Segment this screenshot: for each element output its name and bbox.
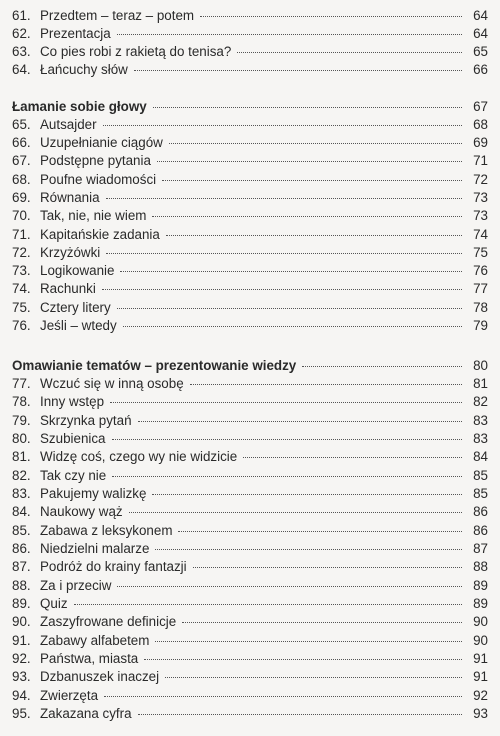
toc-entry [12,484,488,504]
dot-leader [129,512,462,513]
dot-leader [106,253,462,254]
entry-title: Wczuć się w inną osobę [40,376,184,391]
entry-number: 71. [12,227,31,242]
entry-page: 64 [473,26,488,41]
dot-leader [102,289,462,290]
toc-entry [12,261,488,281]
entry-page: 77 [473,281,488,296]
entry-number: 75. [12,300,31,315]
entry-page: 86 [473,523,488,538]
dot-leader [112,476,462,477]
entry-page: 73 [473,190,488,205]
entry-number: 92. [12,651,31,666]
dot-leader [190,384,462,385]
entry-number: 61. [12,8,31,23]
dot-leader [169,143,462,144]
toc-entry [12,316,488,336]
toc-entry [12,151,488,171]
entry-title: Jeśli – wtedy [40,318,117,333]
entry-page: 69 [473,135,488,150]
entry-title: Pakujemy walizkę [40,486,147,501]
dot-leader [155,549,462,550]
toc-entry [12,6,488,26]
entry-page: 68 [473,117,488,132]
entry-number: 78. [12,394,31,409]
entry-page: 76 [473,263,488,278]
toc-entry [12,411,488,431]
entry-title: Podstępne pytania [40,153,151,168]
toc-entry [12,576,488,596]
entry-title: Prezentacja [40,26,111,41]
toc-entry [12,631,488,651]
entry-number: 72. [12,245,31,260]
dot-leader [182,622,462,623]
entry-title: Za i przeciw [40,578,112,593]
dot-leader [155,641,462,642]
entry-number: 67. [12,153,31,168]
entry-number: 85. [12,523,31,538]
dot-leader [166,235,462,236]
section-title: Łamanie sobie głowy [12,99,147,114]
entry-page: 91 [473,669,488,684]
entry-title: Logikowanie [40,263,115,278]
toc-entry [12,170,488,190]
entry-title: Przedtem – teraz – potem [40,8,195,23]
toc-entry [12,243,488,263]
entry-number: 89. [12,596,31,611]
toc-entry [12,133,488,153]
toc-entry [12,225,488,245]
entry-title: Państwa, miasta [40,651,139,666]
entry-title: Podróż do krainy fantazji [40,559,187,574]
entry-page: 79 [473,318,488,333]
entry-number: 88. [12,578,31,593]
dot-leader [152,494,462,495]
entry-number: 73. [12,263,31,278]
entry-title: Szubienica [40,431,106,446]
entry-number: 65. [12,117,31,132]
entry-number: 86. [12,541,31,556]
entry-title: Równania [40,190,100,205]
entry-page: 81 [473,376,488,391]
entry-number: 77. [12,376,31,391]
entry-title: Uzupełnianie ciągów [40,135,163,150]
toc-entry [12,594,488,614]
entry-title: Zabawy alfabetem [40,633,150,648]
toc-entry [12,42,488,62]
dot-leader [243,457,462,458]
entry-title: Skrzynka pytań [40,413,132,428]
entry-page: 93 [473,706,488,721]
dot-leader [152,216,462,217]
dot-leader [162,180,462,181]
entry-title: Co pies robi z rakietą do tenisa? [40,44,232,59]
entry-number: 87. [12,559,31,574]
toc-entry [12,667,488,687]
entry-page: 73 [473,208,488,223]
entry-title: Krzyżówki [40,245,101,260]
dot-leader [200,16,462,17]
entry-title: Widzę coś, czego wy nie widzicie [40,449,238,464]
dot-leader [178,531,462,532]
entry-title: Zaszyfrowane definicje [40,614,177,629]
toc-entry [12,502,488,522]
entry-number: 70. [12,208,31,223]
entry-title: Rachunki [40,281,96,296]
toc-entry [12,392,488,412]
dot-leader [104,696,462,697]
dot-leader [237,52,462,53]
entry-page: 88 [473,559,488,574]
section-page: 67 [473,99,488,114]
dot-leader [193,567,462,568]
dot-leader [112,439,462,440]
toc-entry [12,374,488,394]
entry-title: Tak, nie, nie wiem [40,208,147,223]
section-page: 80 [473,358,488,373]
entry-page: 78 [473,300,488,315]
entry-number: 69. [12,190,31,205]
dot-leader [138,714,462,715]
entry-title: Kapitańskie zadania [40,227,160,242]
entry-number: 68. [12,172,31,187]
entry-page: 83 [473,413,488,428]
entry-page: 65 [473,44,488,59]
toc-entry [12,612,488,632]
entry-number: 79. [12,413,31,428]
entry-number: 82. [12,468,31,483]
entry-page: 74 [473,227,488,242]
dot-leader [123,326,462,327]
entry-page: 90 [473,633,488,648]
entry-title: Quiz [40,596,68,611]
entry-title: Naukowy wąż [40,504,123,519]
toc-entry [12,447,488,467]
toc-entry [12,279,488,299]
toc-entry [12,521,488,541]
section-heading [12,356,488,376]
toc-entry [12,24,488,44]
entry-page: 86 [473,504,488,519]
entry-title: Autsajder [40,117,97,132]
entry-number: 91. [12,633,31,648]
entry-number: 84. [12,504,31,519]
entry-number: 95. [12,706,31,721]
entry-page: 89 [473,596,488,611]
entry-number: 63. [12,44,31,59]
toc-entry [12,60,488,80]
dot-leader [117,586,462,587]
dot-leader [157,161,462,162]
entry-page: 91 [473,651,488,666]
entry-number: 93. [12,669,31,684]
toc-entry [12,188,488,208]
dot-leader [138,421,462,422]
toc-entry [12,206,488,226]
dot-leader [103,125,462,126]
toc-entry [12,429,488,449]
entry-page: 82 [473,394,488,409]
entry-page: 90 [473,614,488,629]
toc-entry [12,704,488,724]
entry-page: 87 [473,541,488,556]
entry-page: 92 [473,688,488,703]
entry-number: 64. [12,62,31,77]
entry-page: 85 [473,486,488,501]
section-title: Omawianie tematów – prezentowanie wiedzy [12,358,297,373]
entry-title: Poufne wiadomości [40,172,157,187]
entry-page: 89 [473,578,488,593]
toc-entry [12,539,488,559]
entry-number: 83. [12,486,31,501]
dot-leader [134,70,462,71]
toc-entry [12,686,488,706]
entry-number: 76. [12,318,31,333]
dot-leader [110,402,462,403]
entry-page: 64 [473,8,488,23]
entry-number: 80. [12,431,31,446]
entry-number: 74. [12,281,31,296]
dot-leader [117,34,462,35]
entry-title: Łańcuchy słów [40,62,128,77]
dot-leader [302,366,462,367]
section-heading [12,97,488,117]
entry-number: 81. [12,449,31,464]
toc-entry [12,115,488,135]
entry-title: Inny wstęp [40,394,105,409]
entry-number: 66. [12,135,31,150]
entry-page: 72 [473,172,488,187]
entry-page: 83 [473,431,488,446]
entry-number: 94. [12,688,31,703]
entry-title: Dzbanuszek inaczej [40,669,160,684]
entry-title: Zakazana cyfra [40,706,132,721]
dot-leader [117,308,462,309]
toc-entry [12,298,488,318]
entry-page: 84 [473,449,488,464]
entry-number: 62. [12,26,31,41]
entry-title: Tak czy nie [40,468,107,483]
entry-number: 90. [12,614,31,629]
entry-page: 85 [473,468,488,483]
entry-title: Niedzielni malarze [40,541,150,556]
entry-page: 75 [473,245,488,260]
entry-page: 66 [473,62,488,77]
dot-leader [165,677,462,678]
dot-leader [74,604,462,605]
toc-entry [12,466,488,486]
entry-title: Cztery litery [40,300,111,315]
toc-entry [12,557,488,577]
dot-leader [106,198,462,199]
dot-leader [144,659,462,660]
entry-page: 71 [473,153,488,168]
dot-leader [153,107,462,108]
entry-title: Zabawa z leksykonem [40,523,173,538]
toc-entry [12,649,488,669]
dot-leader [120,271,462,272]
entry-title: Zwierzęta [40,688,99,703]
